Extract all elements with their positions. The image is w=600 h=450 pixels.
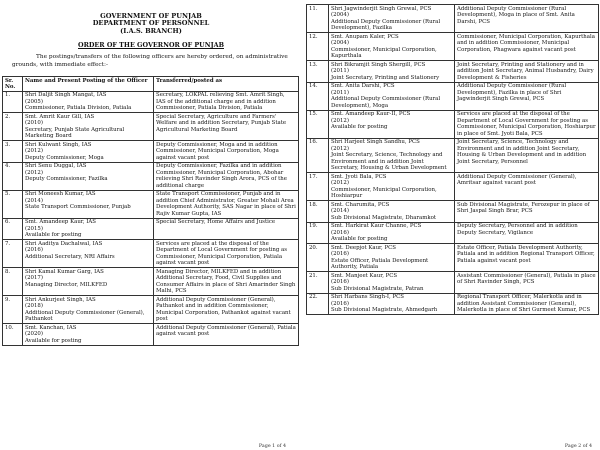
order-intro: The postings/transfers of the following officers are hereby ordered, on administrative grounds, with immediate effect:-: [12, 54, 288, 68]
officer-name: Smt. Amandeep Kaur, IAS: [25, 219, 96, 226]
present-posting: State Transport Commissioner, Punjab: [25, 204, 131, 211]
present-posting: Additional Deputy Commissioner (Rural Development), Fazilka: [331, 18, 441, 31]
header-sr-no: Sr. No.: [3, 77, 23, 92]
transfer-cell: Services are placed at the disposal of the Department of Local Government for posting as Commissioner, Municipal Corporation, Hoshiarpur in place of Smt. Jyoti Bala, PCS: [455, 110, 599, 138]
officer-batch-year: (2015): [25, 225, 43, 232]
present-posting: Sub Divisional Magistrate, Dharamkot: [331, 214, 437, 221]
transfer-cell: Special Secretary, Home Affairs and Justice: [154, 218, 299, 240]
order-title: ORDER OF THE GOVERNOR OF PUNJAB: [78, 41, 224, 50]
officer-name: Shri Moneesh Kumar, IAS: [25, 191, 96, 198]
officer-name: Shri Jagwinderjit Singh Grewal, PCS: [331, 5, 432, 12]
row-number: 12.: [307, 33, 329, 61]
row-number: 17.: [307, 173, 329, 201]
officer-batch-year: (2014): [25, 197, 43, 204]
officer-batch-year: (2004): [331, 12, 349, 18]
header-officer: Name and Present Posting of the Officer: [23, 77, 154, 92]
present-posting: Secretary, Punjab State Agricultural Marketing Board: [25, 126, 125, 140]
row-number: 10.: [3, 324, 23, 346]
present-posting: Available for posting: [331, 124, 388, 130]
present-posting: Deputy Commissioner, Moga: [25, 154, 104, 161]
officer-batch-year: (2020): [25, 331, 43, 338]
officer-cell: [329, 293, 455, 315]
row-number: 14.: [307, 82, 329, 110]
present-posting: Commissioner, Patiala Division, Patiala: [25, 105, 132, 112]
table-row: [307, 293, 599, 315]
row-number: 1.: [3, 91, 23, 113]
officer-cell: [23, 324, 154, 346]
officer-cell: [329, 110, 455, 138]
officer-cell: [329, 61, 455, 83]
present-posting: Additional Deputy Commissioner (General), Pathankot: [25, 309, 145, 323]
officer-batch-year: (2012): [331, 117, 349, 124]
officer-batch-year: (2011): [331, 68, 349, 74]
officer-name: Shri Harjeet Singh Sandhu, PCS: [331, 139, 420, 145]
row-number: 19.: [307, 222, 329, 244]
transfer-cell: Estate Officer, Patiala Development Authority, Patiala and in addition Regional Transport Officer, Patiala against vacant post: [455, 244, 599, 272]
table-body-page-2: [307, 5, 599, 315]
officer-name: Smt. Kanchan, IAS: [25, 324, 77, 331]
officer-cell: [23, 190, 154, 218]
table-row: [307, 201, 599, 223]
officer-name: Smt. Amrit Kaur Gill, IAS: [25, 113, 95, 120]
row-number: 2.: [3, 113, 23, 141]
officer-batch-year: (2016): [331, 251, 349, 257]
present-posting: Estate Officer, Patiala Development Authority, Patiala: [331, 257, 429, 270]
transfer-table-page-1: [2, 76, 299, 346]
officer-batch-year: (2016): [331, 229, 349, 236]
officer-name: Smt. Anupam Kaler, PCS: [331, 33, 399, 40]
table-header-row: [3, 77, 299, 92]
transfer-cell: Assistant Commissioner (General), Patiala in place of Shri Ravinder Singh, PCS: [455, 272, 599, 294]
present-posting: Additional Deputy Commissioner (Rural Development), Moga: [331, 96, 441, 109]
officer-cell: [329, 138, 455, 173]
table-row: [307, 110, 599, 138]
officer-name: Smt. Charumita, PCS: [331, 201, 390, 208]
transfer-cell: Managing Director, MILKFED and in addition Additional Secretary, Food, Civil Supplies and Consumer Affairs in place of Shri Amarinder Singh Malhi, PCS: [154, 268, 299, 296]
officer-name: Shri Bikramjit Singh Shergill, PCS: [331, 61, 426, 68]
officer-name: Smt. Manjeet Kaur, PCS: [331, 272, 398, 279]
officer-cell: [329, 33, 455, 61]
officer-name: Shri Kulwant Singh, IAS: [25, 141, 92, 148]
table-row: [3, 296, 299, 324]
officer-cell: [23, 113, 154, 141]
transfer-cell: Additional Deputy Commissioner (General), Patiala against vacant post: [154, 324, 299, 346]
header-transfer: Transferred/posted as: [154, 77, 299, 92]
officer-batch-year: (2016): [331, 279, 349, 285]
table-row: [307, 82, 599, 110]
present-posting: Commissioner, Municipal Corporation, Kapurthala: [331, 46, 437, 59]
transfer-cell: Additional Deputy Commissioner (General), Pathankot and in addition Commissioner, Municipal Corporation, Pathankot against vacant post: [154, 296, 299, 324]
header-department: DEPARTMENT OF PERSONNEL: [92, 19, 210, 28]
officer-name: Smt. Deepjot Kaur, PCS: [331, 244, 396, 251]
officer-cell: [329, 272, 455, 294]
present-posting: Sub Divisional Magistrate, Ahmedgarh: [331, 307, 438, 313]
present-posting: Commissioner, Municipal Corporation, Hoshiarpur: [331, 186, 437, 199]
row-number: 15.: [307, 110, 329, 138]
officer-batch-year: (2012): [331, 145, 349, 152]
present-posting: Managing Director, MILKFED: [25, 281, 108, 288]
table-row: [307, 244, 599, 272]
transfer-cell: Secretary, LOKPAL relieving Smt. Amrit Singh, IAS of the additional charge and in addition Commissioner, Patiala Division, Patiala: [154, 91, 299, 113]
officer-name: Smt. Jyoti Bala, PCS: [331, 173, 387, 180]
row-number: 16.: [307, 138, 329, 173]
officer-name: Smt. Anita Darshi, PCS: [331, 83, 395, 89]
table-row: [3, 240, 299, 268]
transfer-cell: State Transport Commissioner, Punjab and in addition Chief Administrator, Greater Mohali Area Development Authority, SAS Nagar in place of Shri Rajiv Kumar Gupta, IAS: [154, 190, 299, 218]
transfer-cell: Additional Deputy Commissioner (Rural Development), Moga in place of Smt. Anita Darshi, PCS: [455, 5, 599, 33]
page-two: [302, 0, 600, 450]
table-row: [307, 173, 599, 201]
header-government: GOVERNMENT OF PUNJAB: [100, 12, 202, 20]
transfer-cell: Joint Secretary, Science, Technology and Environment and in addition Joint Secretary, Housing & Urban Development and in addition Joint Secretary, Personnel: [455, 138, 599, 173]
present-posting: Available for posting: [25, 232, 82, 239]
present-posting: Additional Secretary, NRI Affairs: [25, 253, 115, 260]
present-posting: Joint Secretary, Printing and Stationery: [331, 74, 440, 81]
officer-cell: [23, 268, 154, 296]
table-row: [3, 91, 299, 113]
table-row: [307, 222, 599, 244]
officer-name: Shri Senu Duggal, IAS: [25, 163, 87, 170]
document-header: [0, 13, 302, 35]
officer-cell: [23, 296, 154, 324]
officer-cell: [23, 240, 154, 268]
transfer-cell: Regional Transport Officer, Malerkotla and in addition Assistant Commissioner (General), Malerkotla in place of Shri Gurmeet Kumar, PCS: [455, 293, 599, 315]
officer-cell: [329, 173, 455, 201]
row-number: 18.: [307, 201, 329, 223]
transfer-cell: Special Secretary, Agriculture and Farmers' Welfare and in addition Secretary, Punjab State Agricultural Marketing Board: [154, 113, 299, 141]
present-posting: Available for posting: [25, 337, 82, 344]
table-row: [3, 268, 299, 296]
table-row: [307, 272, 599, 294]
table-row: [3, 141, 299, 163]
page-footer-2: Page 2 of 4: [564, 444, 592, 449]
officer-cell: [329, 5, 455, 33]
officer-cell: [329, 222, 455, 244]
officer-batch-year: (2004): [331, 40, 349, 46]
row-number: 3.: [3, 141, 23, 163]
officer-cell: [23, 91, 154, 113]
officer-cell: [329, 201, 455, 223]
officer-batch-year: (2011): [331, 89, 349, 96]
officer-batch-year: (2005): [25, 98, 43, 105]
table-row: [307, 61, 599, 83]
officer-name: Shri Daljit Singh Mangat, IAS: [25, 92, 107, 99]
officer-batch-year: (2012): [331, 180, 349, 186]
present-posting: Available for posting: [331, 236, 388, 242]
officer-cell: [329, 244, 455, 272]
officer-cell: [23, 162, 154, 190]
officer-batch-year: (2010): [25, 120, 43, 127]
transfer-cell: Deputy Commissioner, Moga and in addition Commissioner, Municipal Corporation, Moga against vacant post: [154, 141, 299, 163]
officer-cell: [23, 141, 154, 163]
table-row: [307, 33, 599, 61]
table-row: [307, 5, 599, 33]
present-posting: Sub Divisional Magistrate, Patran: [331, 285, 424, 292]
present-posting: Joint Secretary, Science, Technology and Environment and in addition Joint Secretary, Housing & Urban Development: [331, 152, 447, 171]
row-number: 6.: [3, 218, 23, 240]
officer-name: Smt. Amandeep Kaur-II, PCS: [331, 111, 411, 117]
page-footer-1: Page 1 of 4: [258, 444, 286, 449]
row-number: 20.: [307, 244, 329, 272]
officer-name: Smt. Harkirat Kaur Channe, PCS: [331, 223, 422, 229]
transfer-cell: Additional Deputy Commissioner (General), Amritsar against vacant post: [455, 173, 599, 201]
transfer-cell: Deputy Secretary, Personnel and in addition Deputy Secretary, Vigilance: [455, 222, 599, 244]
row-number: 13.: [307, 61, 329, 83]
table-row: [307, 138, 599, 173]
transfer-cell: Services are placed at the disposal of the Department of Local Government for posting as Commissioner, Municipal Corporation, Patiala against vacant post: [154, 240, 299, 268]
row-number: 22.: [307, 293, 329, 315]
row-number: 21.: [307, 272, 329, 294]
row-number: 9.: [3, 296, 23, 324]
row-number: 11.: [307, 5, 329, 33]
table-body-page-1: [3, 91, 299, 345]
transfer-cell: Sub Divisional Magistrate, Ferozepur in place of Shri Jaspal Singh Brar, PCS: [455, 201, 599, 223]
transfer-cell: Joint Secretary, Printing and Stationery and in addition Joint Secretary, Animal Husbandry, Dairy Development & Fisheries: [455, 61, 599, 83]
officer-batch-year: (2018): [25, 303, 43, 310]
table-row: [3, 190, 299, 218]
row-number: 7.: [3, 240, 23, 268]
transfer-cell: Deputy Commissioner, Fazilka and in addition Commissioner, Municipal Corporation, Abohar relieving Shri Ravinder Singh Arora, PCS of the additional charge: [154, 162, 299, 190]
row-number: 5.: [3, 190, 23, 218]
header-branch: (I.A.S. BRANCH): [120, 26, 182, 35]
officer-batch-year: (2016): [331, 300, 349, 307]
table-row: [3, 113, 299, 141]
officer-cell: [23, 218, 154, 240]
officer-batch-year: (2014): [331, 208, 349, 214]
officer-batch-year: (2012): [25, 148, 43, 155]
transfer-cell: Additional Deputy Commissioner (Rural Development), Fazilka in place of Shri Jagwinderjit Singh Grewal, PCS: [455, 82, 599, 110]
officer-batch-year: (2016): [25, 247, 43, 254]
table-row: [3, 162, 299, 190]
officer-name: Shri Kamal Kumar Garg, IAS: [25, 268, 104, 275]
row-number: 4.: [3, 162, 23, 190]
table-row: [3, 324, 299, 346]
officer-batch-year: (2012): [25, 169, 43, 176]
officer-batch-year: (2017): [25, 275, 43, 282]
officer-name: Shri Aaditya Dachalwal, IAS: [25, 240, 103, 247]
row-number: 8.: [3, 268, 23, 296]
officer-name: Shri Harbans Singh-I, PCS: [331, 294, 404, 300]
officer-name: Shri Ankurjeet Singh, IAS: [25, 296, 96, 303]
table-row: [3, 218, 299, 240]
transfer-cell: Commissioner, Municipal Corporation, Kapurthala and in addition Commissioner, Municipal Corporation, Phagwara against vacant post: [455, 33, 599, 61]
officer-cell: [329, 82, 455, 110]
present-posting: Deputy Commissioner, Fazilka: [25, 176, 108, 183]
transfer-table-page-2: [306, 4, 599, 315]
